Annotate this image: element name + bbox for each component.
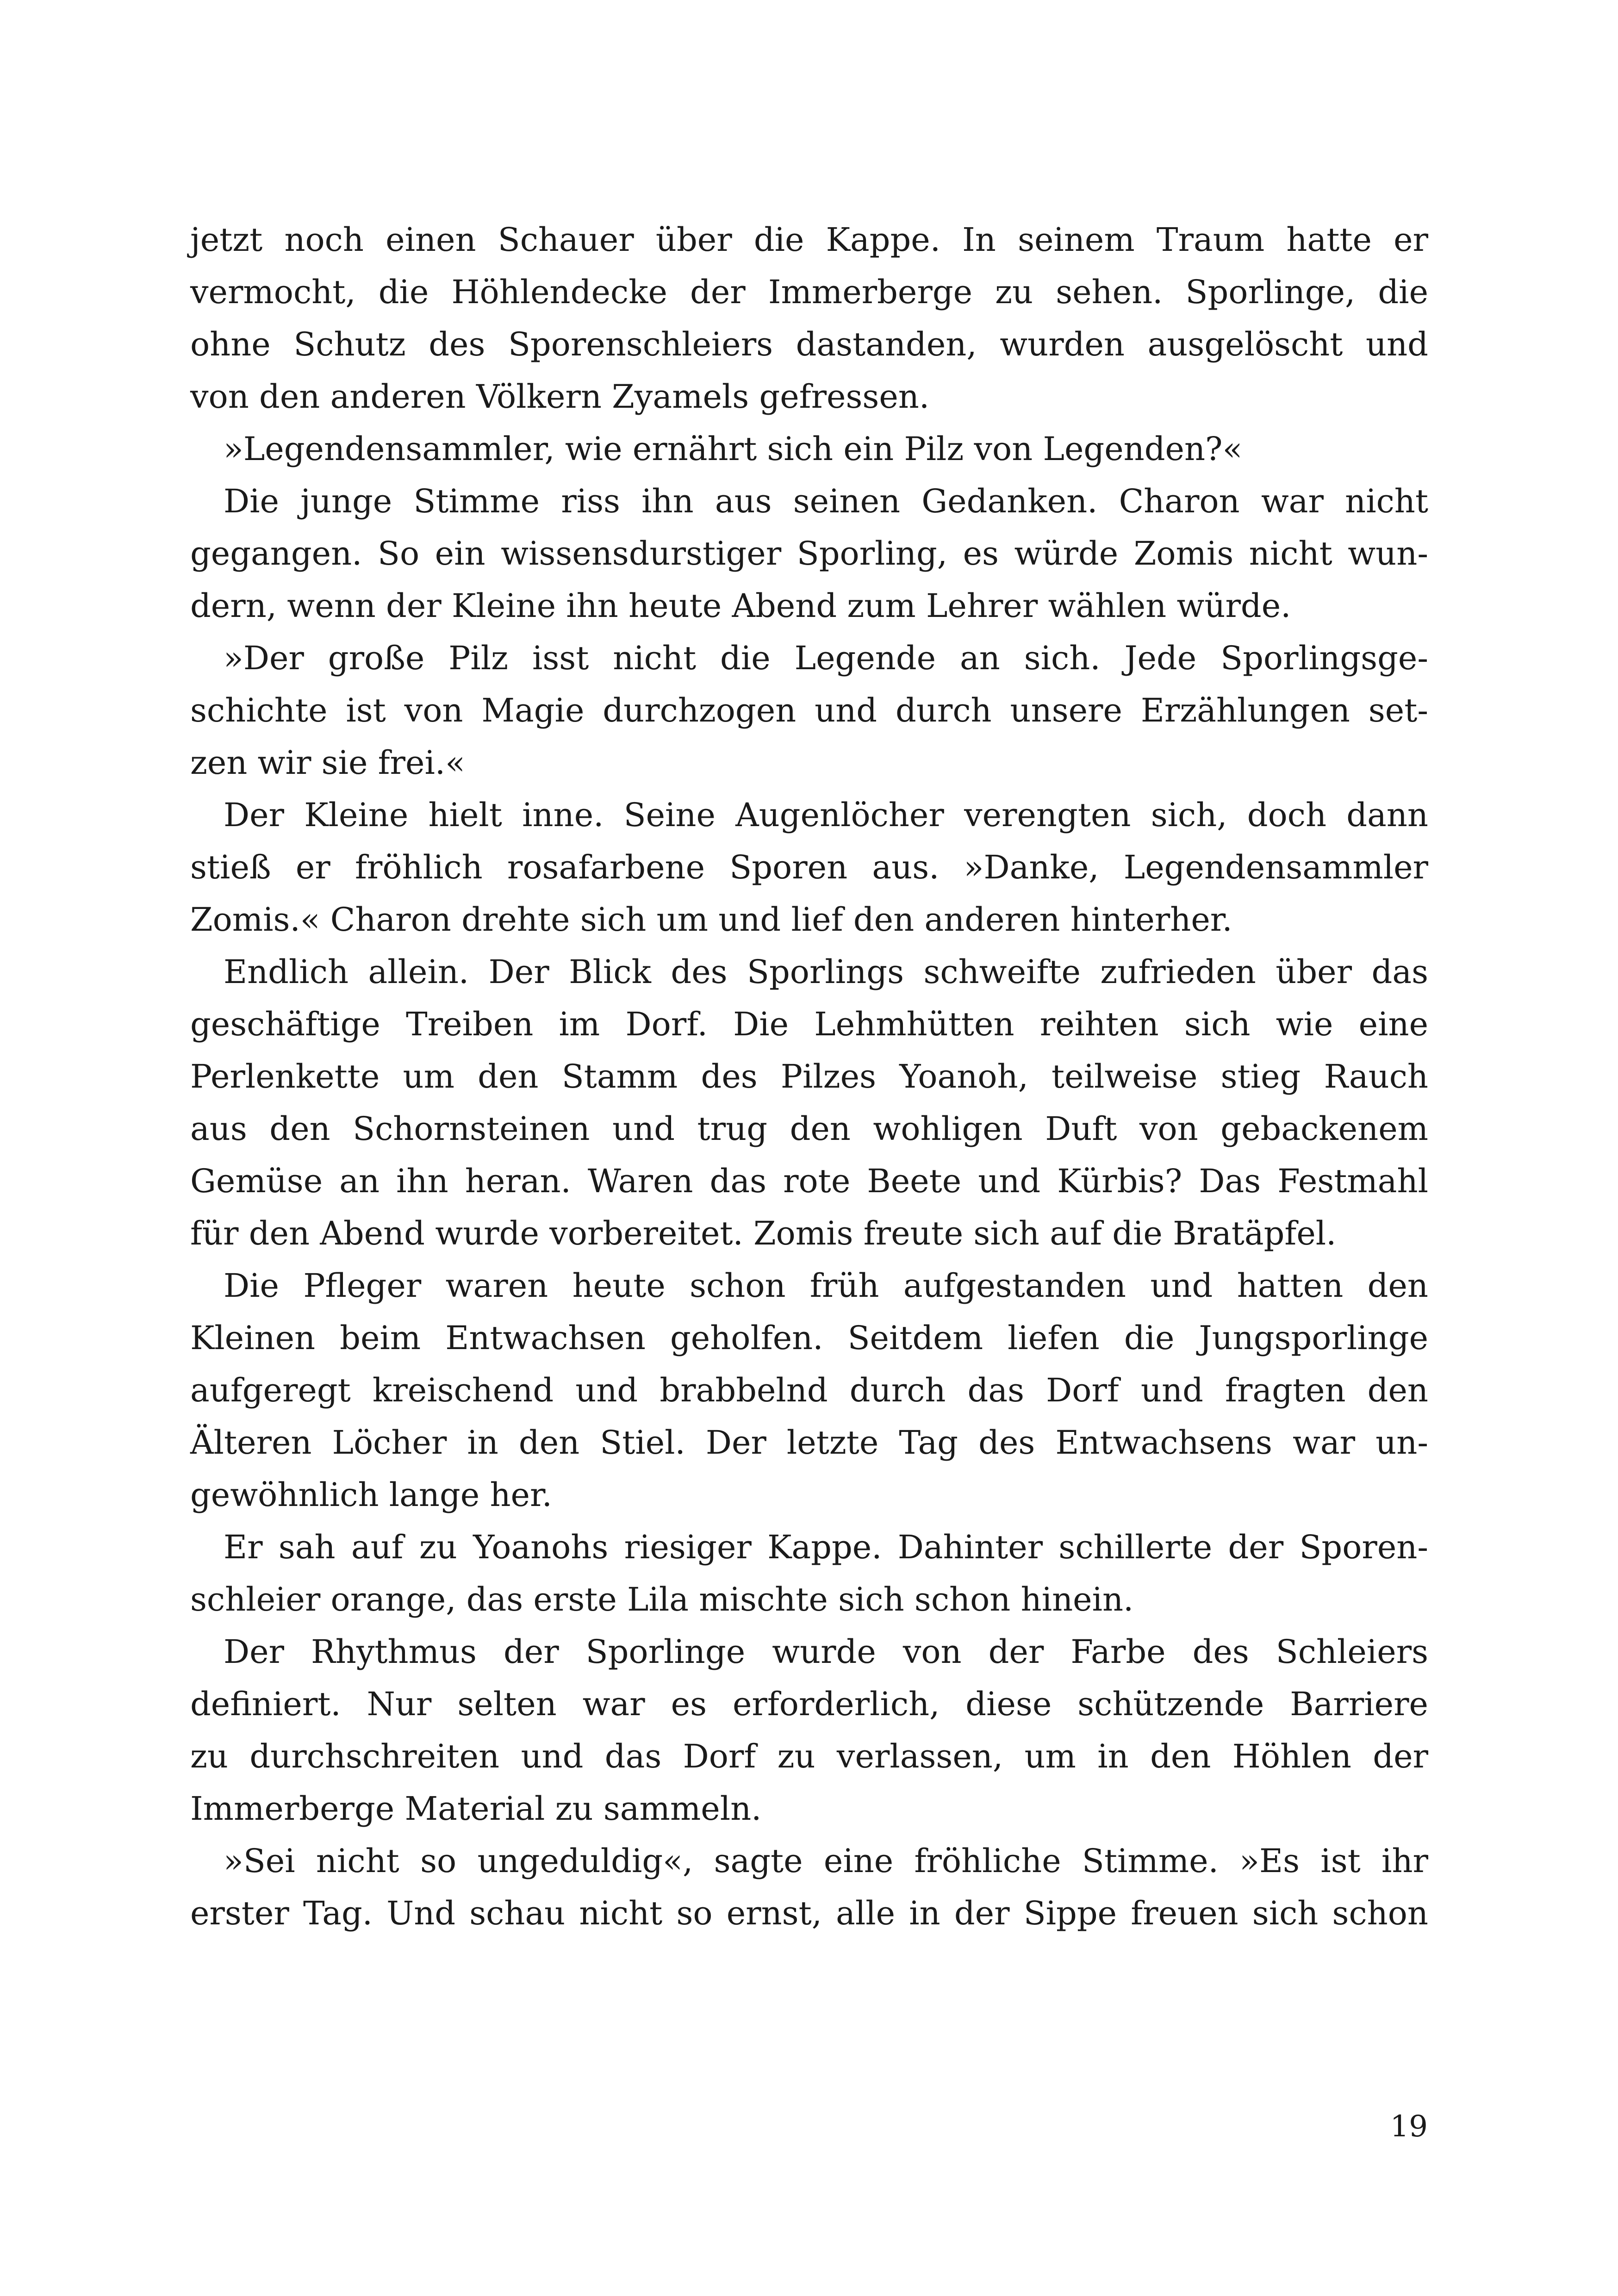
text-line: vermocht, die Höhlendecke der Immerberge zu sehen. Sporlinge, die	[190, 273, 1428, 311]
text-line: ohne Schutz des Sporenschleiers dastanden, wurden ausgelöscht und	[190, 325, 1428, 363]
text-line: erster Tag. Und schau nicht so ernst, alle in der Sippe freuen sich schon	[190, 1894, 1428, 1932]
text-line: Älteren Löcher in den Stiel. Der letzte Tag des Entwachsens war un-	[190, 1424, 1428, 1462]
text-line: definiert. Nur selten war es erforderlich, diese schützende Barriere	[190, 1685, 1428, 1723]
text-line: aufgeregt kreischend und brabbelnd durch das Dorf und fragten den	[190, 1371, 1428, 1409]
text-line: Der Kleine hielt inne. Seine Augenlöcher verengten sich, doch dann	[224, 796, 1428, 834]
text-line: Immerberge Material zu sammeln.	[190, 1790, 762, 1828]
text-line: schleier orange, das erste Lila mischte sich schon hinein.	[190, 1580, 1134, 1618]
text-line: dern, wenn der Kleine ihn heute Abend zum Lehrer wählen würde.	[190, 587, 1291, 625]
text-line: »Legendensammler, wie ernährt sich ein Pilz von Legenden?«	[224, 430, 1243, 468]
text-line: von den anderen Völkern Zyamels gefressen.	[190, 378, 930, 416]
text-line: Die Pfleger waren heute schon früh aufgestanden und hatten den	[224, 1267, 1428, 1305]
text-line: geschäftige Treiben im Dorf. Die Lehmhütten reihten sich wie eine	[190, 1005, 1428, 1043]
text-line: Endlich allein. Der Blick des Sporlings schweifte zufrieden über das	[224, 953, 1428, 991]
text-line: Gemüse an ihn heran. Waren das rote Beete und Kürbis? Das Festmahl	[190, 1162, 1428, 1200]
text-line: Die junge Stimme riss ihn aus seinen Gedanken. Charon war nicht	[224, 482, 1428, 520]
text-line: stieß er fröhlich rosafarbene Sporen aus. »Danke, Legendensammler	[190, 848, 1428, 886]
text-line: jetzt noch einen Schauer über die Kappe. In seinem Traum hatte er	[190, 221, 1428, 259]
text-line: gewöhnlich lange her.	[190, 1476, 552, 1514]
body-text	[190, 214, 1428, 1940]
text-line: für den Abend wurde vorbereitet. Zomis freute sich auf die Bratäpfel.	[190, 1214, 1337, 1252]
text-line: zen wir sie frei.«	[190, 744, 465, 782]
text-line: zu durchschreiten und das Dorf zu verlassen, um in den Höhlen der	[190, 1737, 1428, 1775]
text-line: schichte ist von Magie durchzogen und durch unsere Erzählungen set-	[190, 691, 1428, 729]
text-line: aus den Schornsteinen und trug den wohligen Duft von gebackenem	[190, 1110, 1428, 1148]
page-number: 19	[1390, 2109, 1428, 2144]
text-line: »Der große Pilz isst nicht die Legende an sich. Jede Sporlingsge-	[224, 639, 1428, 677]
text-line: gegangen. So ein wissensdurstiger Sporling, es würde Zomis nicht wun-	[190, 535, 1428, 572]
text-line: Perlenkette um den Stamm des Pilzes Yoanoh, teilweise stieg Rauch	[190, 1058, 1428, 1095]
text-line: Kleinen beim Entwachsen geholfen. Seitdem liefen die Jungsporlinge	[190, 1319, 1428, 1357]
text-line: »Sei nicht so ungeduldig«, sagte eine fröhliche Stimme. »Es ist ihr	[224, 1842, 1428, 1880]
text-line: Er sah auf zu Yoanohs riesiger Kappe. Dahinter schillerte der Sporen-	[224, 1528, 1428, 1566]
text-line: Der Rhythmus der Sporlinge wurde von der Farbe des Schleiers	[224, 1633, 1428, 1671]
text-line: Zomis.« Charon drehte sich um und lief den anderen hinterher.	[190, 901, 1232, 939]
